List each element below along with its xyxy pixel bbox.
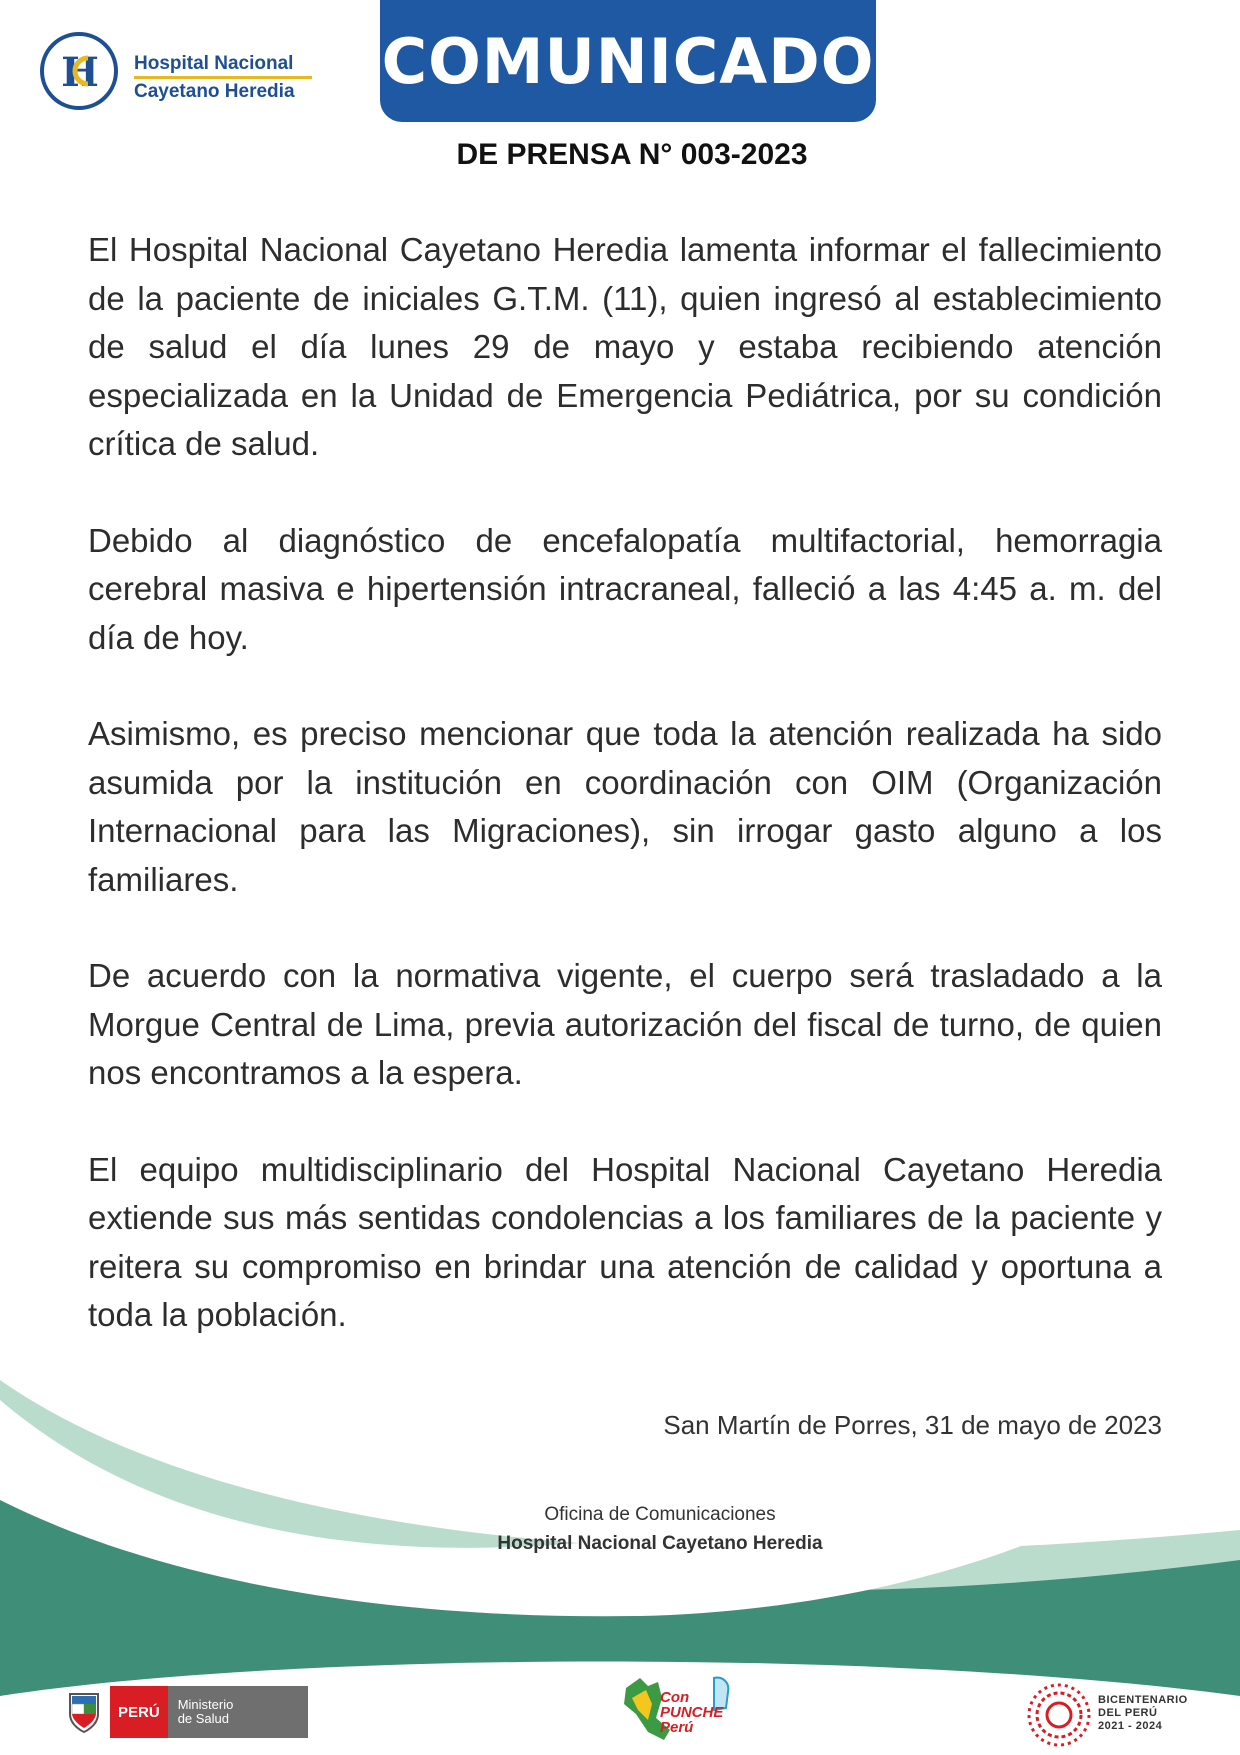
banner-title: COMUNICADO	[381, 24, 875, 98]
office-name: Oficina de Comunicaciones	[544, 1504, 776, 1525]
logo-divider	[134, 76, 312, 79]
peru-label: PERÚ	[110, 1686, 168, 1738]
bicent-line2: DEL PERÚ	[1098, 1707, 1158, 1719]
punche-line3: Perú	[660, 1719, 694, 1736]
bicentenario-logo	[1024, 1680, 1224, 1750]
hospital-monogram-icon	[40, 32, 118, 110]
ministerio-line1: Ministerio	[177, 1697, 234, 1712]
ministerio-line2: de Salud	[177, 1711, 230, 1726]
con-punche-peru-logo	[618, 1668, 748, 1753]
office-signature	[0, 1500, 1240, 1558]
minsa-logo	[64, 1686, 308, 1738]
bicentenario-sun-icon	[1024, 1680, 1094, 1750]
press-number: DE PRENSA N° 003-2023	[456, 138, 808, 171]
office-hospital: Hospital Nacional Cayetano Heredia	[497, 1533, 823, 1554]
punche-line1: Con	[660, 1689, 690, 1706]
statement-body	[88, 226, 1162, 1388]
paragraph-1: El Hospital Nacional Cayetano Heredia lamenta informar el fallecimiento de la paciente de iniciales G.T.M. (11), quien ingresó al establecimiento de salud el día lunes 29 de mayo y estaba recibiendo atención especializada en la Unidad de Emergencia Pediátrica, por su condición crítica de salud.	[88, 231, 1162, 462]
paragraph-5: El equipo multidisciplinario del Hospital Nacional Cayetano Heredia extiende sus más sentidas condolencias a los familiares de la paciente y reitera su compromiso en brindar una atención de calidad y oportuna a toda la población.	[88, 1150, 1162, 1333]
bicentenario-text	[1098, 1694, 1188, 1733]
hospital-name	[134, 52, 312, 103]
punche-text	[660, 1690, 723, 1735]
svg-text:H: H	[61, 49, 99, 96]
hospital-logo	[40, 30, 330, 120]
paragraph-2: Debido al diagnóstico de encefalopatía multifactorial, hemorragia cerebral masiva e hipertensión intracraneal, falleció a las 4:45 a. m. del día de hoy.	[88, 521, 1162, 656]
hospital-name-line2: Cayetano Heredia	[134, 81, 295, 102]
bicent-line3: 2021 - 2024	[1098, 1720, 1163, 1732]
paragraph-3: Asimismo, es preciso mencionar que toda la atención realizada ha sido asumida por la institución en coordinación con OIM (Organización Internacional para las Migraciones), sin irrogar gasto alguno a los familiares.	[88, 715, 1162, 898]
date-place: San Martín de Porres, 31 de mayo de 2023	[663, 1410, 1162, 1440]
paragraph-4: De acuerdo con la normativa vigente, el cuerpo será trasladado a la Morgue Central de Lima, previa autorización del fiscal de turno, de quien nos encontramos a la espera.	[88, 957, 1162, 1091]
comunicado-banner	[380, 0, 876, 122]
bicent-line1: BICENTENARIO	[1098, 1694, 1188, 1706]
peru-shield-icon	[64, 1688, 104, 1736]
punche-line2: PUNCHE	[660, 1704, 724, 1721]
ministerio-label	[168, 1686, 308, 1738]
hospital-name-line1: Hospital Nacional	[134, 53, 294, 74]
